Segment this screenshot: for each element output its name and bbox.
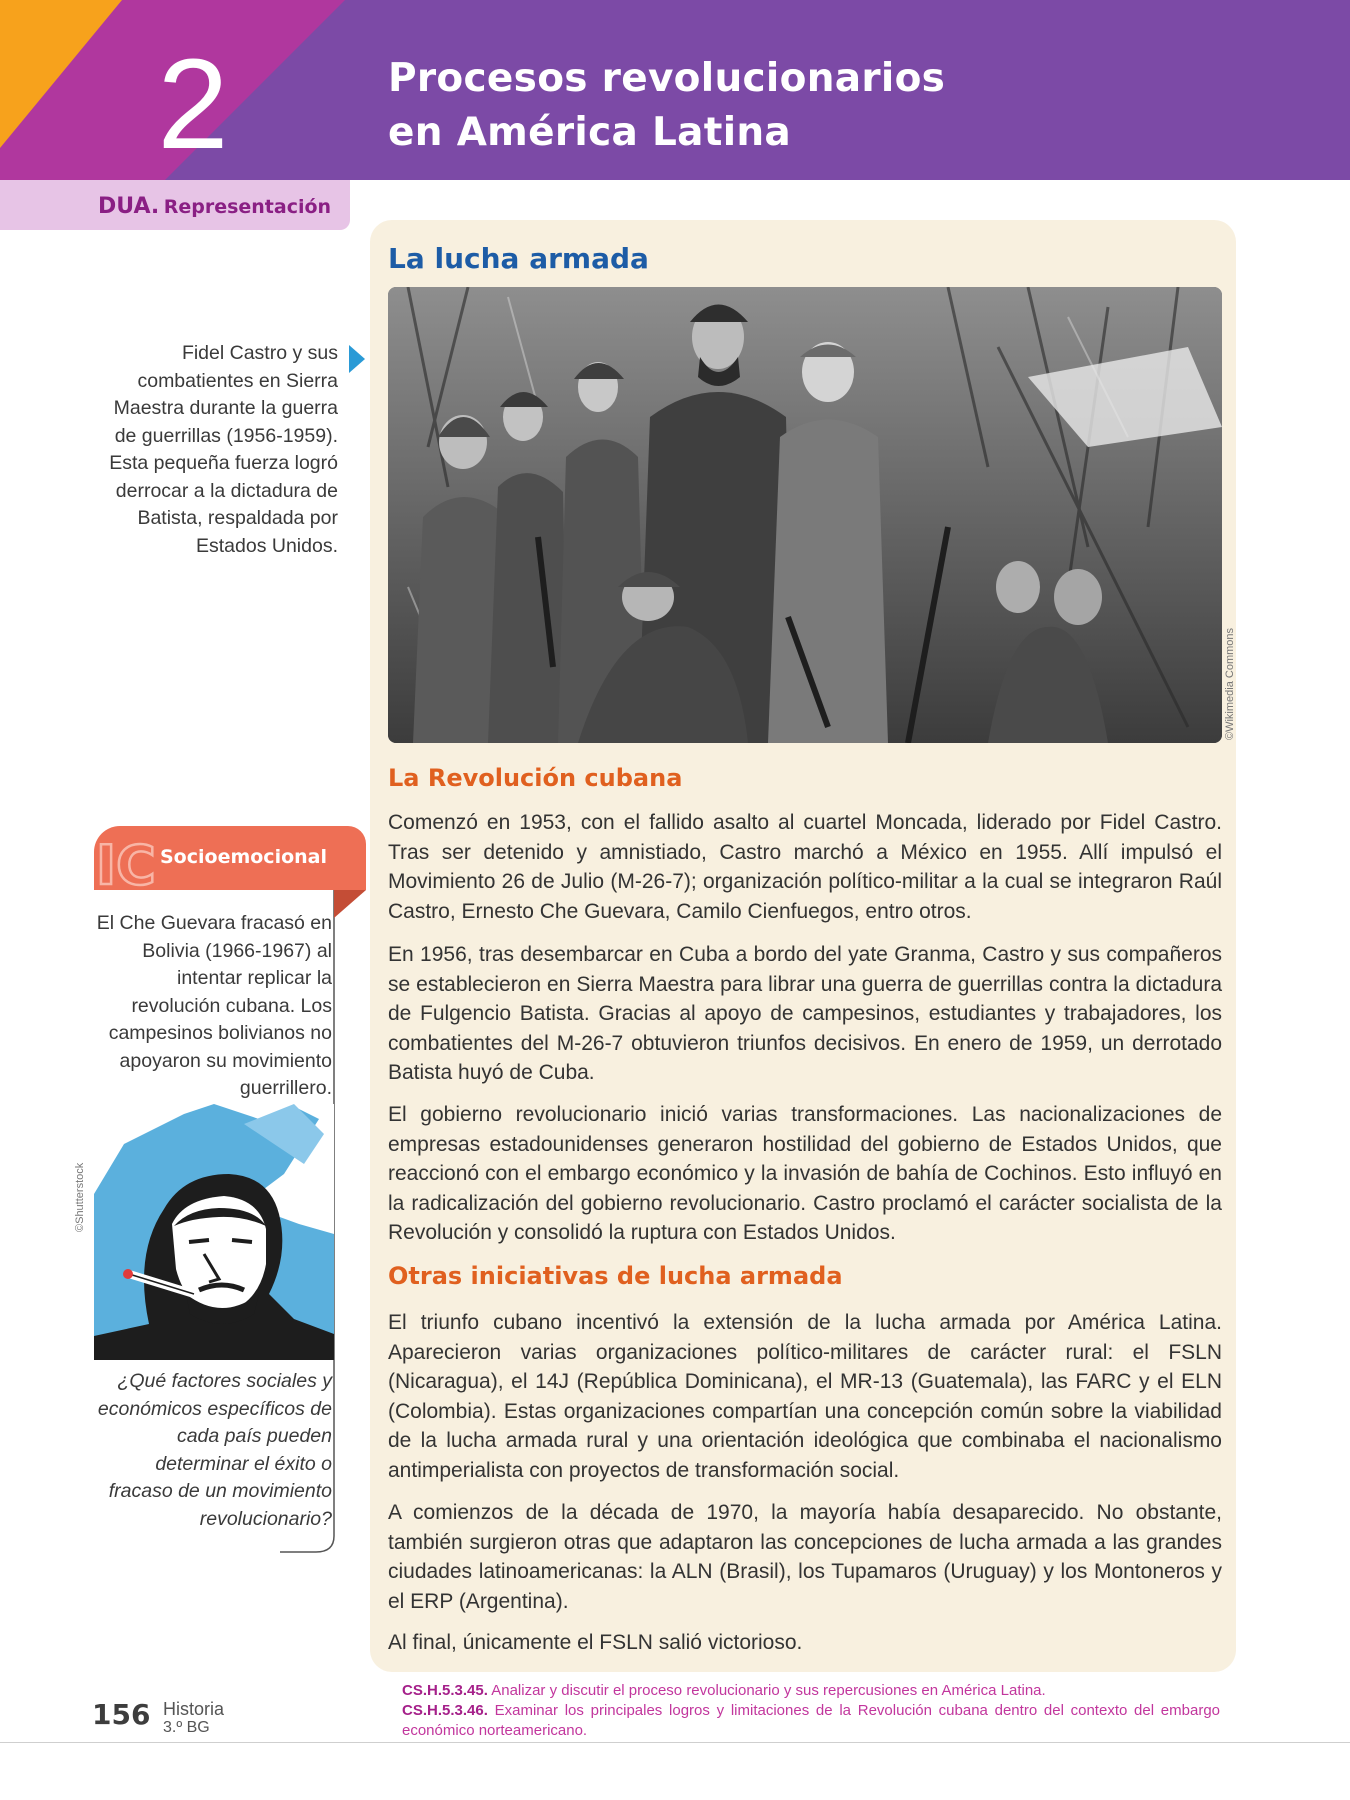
footer-divider [0,1742,1350,1743]
chapter-header [0,0,1350,180]
objective-item [402,1681,1220,1701]
paragraph-2: En 1956, tras desembarcar en Cuba a bordo del yate Granma, Castro y sus compañeros se establecieron en Sierra Maestra para librar una guerra de guerrillas contra la dictadura de Fulgencio Batista. Gracias al apoyo de campesinos, estudiantes y trabajadores, los combatientes del M-26-7 obtuvieron triunfos decisivos. En enero de 1959, un derrotado Batista huyó de Cuba. [388,943,1222,1084]
historical-photo [388,287,1222,743]
chapter-title [388,52,1088,160]
image-credit: ©Shutterstock [74,1162,86,1232]
dua-label-bar [0,180,350,230]
grade-label: 3.º BG [163,1719,210,1736]
svg-text:IC: IC [96,834,156,890]
page-number: 156 [92,1698,151,1731]
caption-pointer-icon [349,345,365,373]
socio-text: El Che Guevara fracasó en Bolivia (1966-1967) al intentar replicar la revolución cubana. Los campesinos bolivianos no apoyaron su movimiento guerrillero. [96,912,332,1099]
socio-label: Socioemocional [160,846,327,868]
objective-code: CS.H.5.3.46. [402,1702,488,1719]
dua-abbreviation: DUA. [98,194,160,219]
section-title-revolucion-cubana: La Revolución cubana [388,764,683,792]
guerrilla-photo-illustration [388,287,1222,743]
dua-type: Representación [163,196,332,218]
objective-text: Analizar y discutir el proceso revolucionario y sus repercusiones en América Latina. [491,1682,1046,1699]
paragraph-6: Al final, únicamente el FSLN salió victorioso. [388,1631,803,1654]
socio-header [94,826,366,890]
objective-code: CS.H.5.3.45. [402,1682,488,1699]
chapter-title-line1: Procesos revolucionarios [388,56,946,101]
chapter-number: 2 [157,33,229,176]
che-guevara-illustration [94,1104,334,1360]
paragraph-4: El triunfo cubano incentivó la extensión de la lucha armada por América Latina. Aparecieron varias organizaciones político-militares de carácter rural: el FSLN (Nicaragua), el 14J (República Dominicana), el MR-13 (Guatemala), las FARC y el ELN (Colombia). Estas organizaciones compartían una concepción común sobre la viabilidad de la lucha armada rural y una orientación ideológica que combinaba el nacionalismo antimperialista con proyectos de transformación social. [388,1311,1222,1482]
socio-question: ¿Qué factores sociales y económicos específicos de cada país pueden determinar el éxito o fracaso de un movimiento revolucionario? [97,1370,332,1530]
learning-objectives [402,1681,1220,1741]
photo-credit: ©Wikimedia Commons [1224,627,1236,740]
ic-logo-icon [96,834,160,890]
paragraph-5: A comienzos de la década de 1970, la mayoría había desaparecido. No obstante, también surgieron otras que adaptaron las concepciones de lucha armada a las grandes ciudades latinoamericanas: la ALN (Brasil), los Tupamaros (Uruguay) y los Montoneros y el ERP (Argentina). [388,1501,1222,1613]
subject-label: Historia [163,1699,225,1719]
paragraph-3: El gobierno revolucionario inició varias transformaciones. Las nacionalizaciones de empresas estadounidenses generaron hostilidad del gobierno de Estados Unidos, que reaccionó con el embargo económico y la invasión de bahía de Cochinos. Esto influyó en la radicalización del gobierno revolucionario. Castro proclamó el carácter socialista de la Revolución y consolidó la ruptura con Estados Unidos. [388,1103,1222,1244]
photo-caption: Fidel Castro y sus combatientes en Sierra Maestra durante la guerra de guerrillas (1956-1959). Esta pequeña fuerza logró derrocar a la dictadura de Batista, respaldada por Estados Unidos. [109,342,338,557]
main-content-panel [370,220,1236,1672]
socioemocional-box [94,826,366,1556]
objective-item [402,1701,1220,1741]
objective-text: Examinar los principales logros y limitaciones de la Revolución cubana dentro del contexto del embargo económico norteamericano. [402,1702,1221,1739]
paragraph-1: Comenzó en 1953, con el fallido asalto al cuartel Moncada, liderado por Fidel Castro. Tras ser detenido y amnistiado, Castro marchó a México en 1955. Allí impulsó el Movimiento 26 de Julio (M-26-7); organización político-militar a la cual se integraron Raúl Castro, Ernesto Che Guevara, Camilo Cienfuegos, entro otros. [388,811,1222,923]
section-title-otras-iniciativas: Otras iniciativas de lucha armada [388,1262,843,1290]
chapter-title-line2: en América Latina [388,110,792,155]
section-title-lucha-armada: La lucha armada [388,242,649,275]
